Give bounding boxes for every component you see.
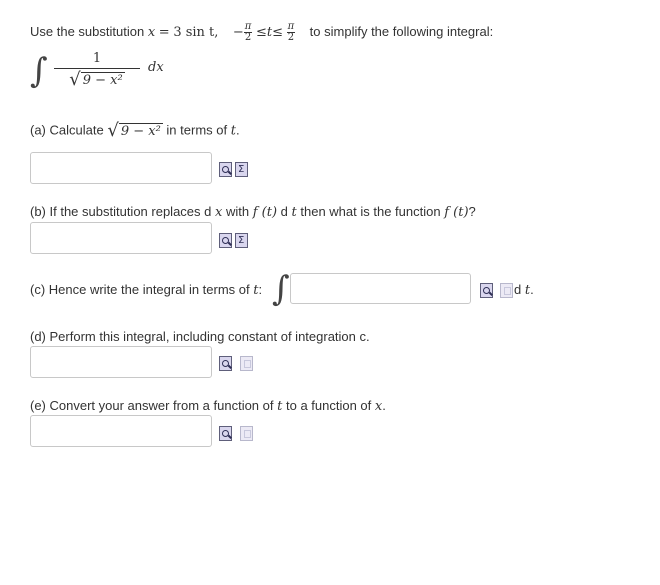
part-a-middle: in terms of <box>166 122 228 138</box>
part-d-question <box>30 329 370 344</box>
part-a-prefix: (a) Calculate <box>30 122 104 138</box>
part-a-answer-input[interactable] <box>30 152 212 184</box>
equation-editor-icon[interactable] <box>235 233 248 248</box>
intro-line <box>30 22 493 43</box>
editor-disabled-icon <box>240 426 253 441</box>
editor-disabled-icon <box>500 283 513 298</box>
sub-eq: = <box>158 24 170 40</box>
part-e-answer-input[interactable] <box>30 415 212 447</box>
integrand-numerator: 1 <box>92 51 102 66</box>
editor-disabled-icon <box>240 356 253 371</box>
upper-two: 2 <box>287 32 295 43</box>
integrand-denominator: √ 9 − x² <box>69 69 123 90</box>
intro-suffix: to simplify the following integral: <box>309 23 494 39</box>
part-a-question: (a) Calculate √ 9 − x² in terms of t. <box>30 120 240 141</box>
leq-2: ≤ <box>272 24 284 40</box>
part-b-answer-input[interactable] <box>30 222 212 254</box>
part-b-question: (b) If the substitution replaces d x with f (t) d t then what is the function f (t)? <box>30 204 476 220</box>
part-d-answer-input[interactable] <box>30 346 212 378</box>
equation-editor-icon[interactable] <box>235 162 248 177</box>
part-a-radicand: 9 − x² <box>120 124 161 139</box>
part-c-integral-sign: ∫ <box>272 269 290 309</box>
upper-pi: π <box>287 21 295 32</box>
lower-bound-fraction <box>244 22 253 43</box>
lower-pi: π <box>244 21 252 32</box>
part-c-dt: d t. <box>514 282 534 298</box>
integral-sign: ∫ <box>30 51 48 91</box>
denominator-radicand: 9 − x² <box>82 73 123 88</box>
part-a-variable: t <box>230 123 236 139</box>
part-e-question: (e) Convert your answer from a function of t to a function of x. <box>30 398 386 414</box>
preview-icon[interactable] <box>219 233 232 248</box>
preview-icon[interactable] <box>480 283 493 298</box>
part-e-prefix: (e) Convert your answer from a function of <box>30 398 274 413</box>
bound-minus: − <box>232 24 244 40</box>
part-a-sqrt: √ 9 − x² <box>107 120 161 141</box>
main-integral <box>30 50 230 106</box>
part-c-answer-input[interactable] <box>290 273 471 304</box>
preview-icon[interactable] <box>219 356 232 371</box>
integrand-fraction <box>52 50 142 89</box>
leq-1: ≤ <box>255 24 267 40</box>
part-d-text: (d) Perform this integral, including constant of integration c. <box>30 329 370 344</box>
integral-dx: dx <box>148 60 164 75</box>
bound-t: t <box>266 24 273 40</box>
lower-two: 2 <box>244 32 252 43</box>
sub-lhs: x <box>147 24 156 40</box>
preview-icon[interactable] <box>219 162 232 177</box>
preview-icon[interactable] <box>219 426 232 441</box>
upper-bound-fraction <box>287 22 296 43</box>
part-b-ft2: f (t) <box>444 205 469 220</box>
part-c-question: (c) Hence write the integral in terms of t: <box>30 282 263 298</box>
part-b-ft: f (t) <box>252 205 278 220</box>
sub-rhs: 3 sin t, <box>173 24 219 40</box>
intro-prefix: Use the substitution <box>30 23 145 39</box>
part-b-prefix: (b) If the substitution replaces d <box>30 204 212 219</box>
part-c-prefix: (c) Hence write the integral in terms of <box>30 282 250 297</box>
